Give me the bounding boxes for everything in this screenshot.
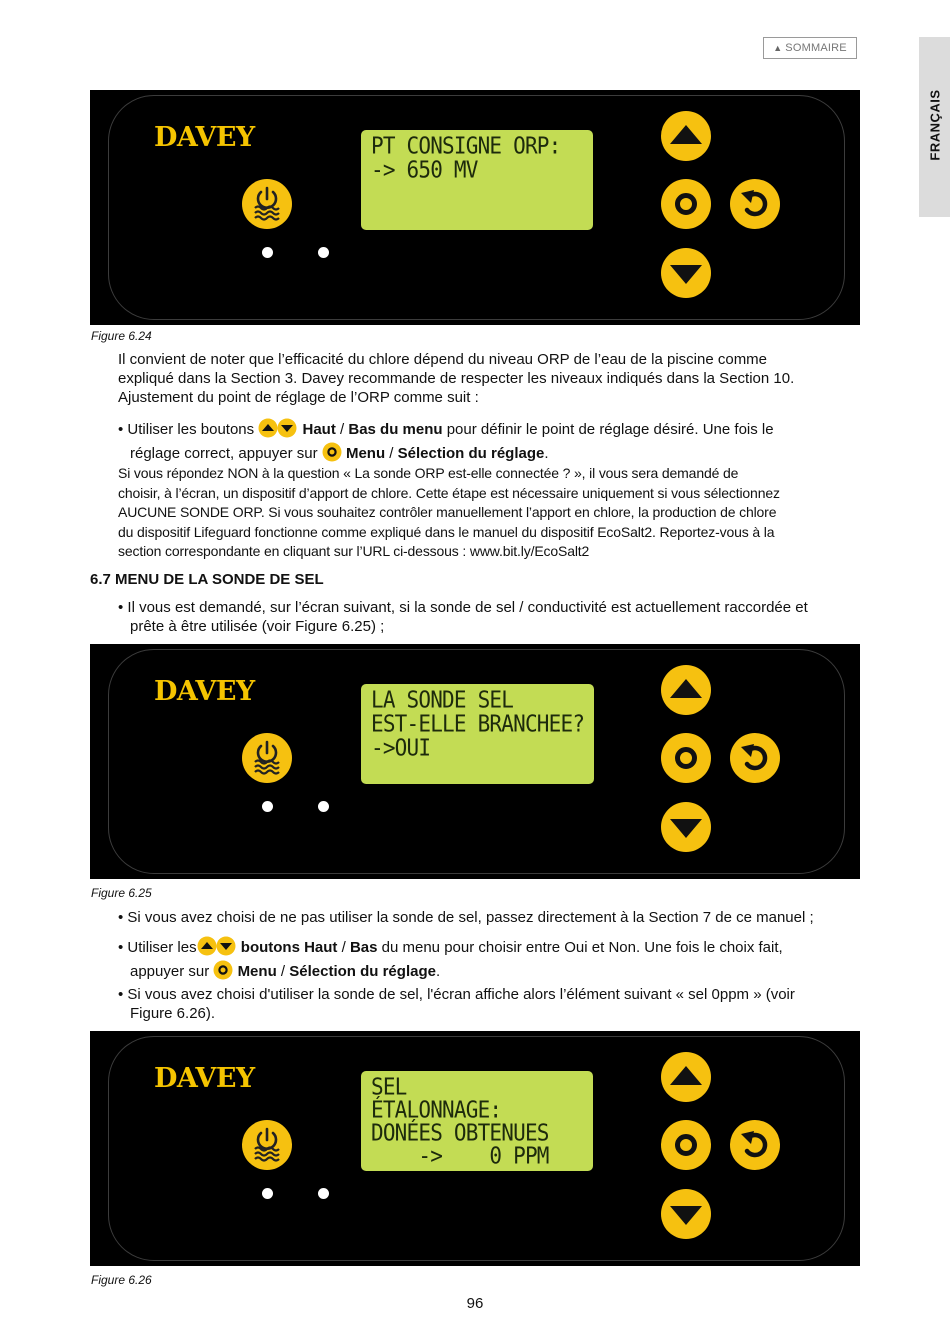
lcd-screen xyxy=(361,1071,593,1171)
arrow-down-icon xyxy=(661,1189,711,1239)
text-line: • Si vous avez choisi d'utiliser la sonde de sel, l'écran affiche alors l’élément suivant « sel 0ppm » (voir xyxy=(118,986,795,1003)
controller-panel-fig25 xyxy=(90,644,860,879)
figure-caption: Figure 6.24 xyxy=(91,329,152,343)
down-button[interactable] xyxy=(661,248,711,298)
bas-du-menu-label: Bas du menu xyxy=(348,421,443,438)
select-button-icon xyxy=(213,960,233,985)
text-fragment: / xyxy=(276,963,290,980)
bullet-choose-yes-no xyxy=(118,936,908,985)
davey-logo: DAVEY xyxy=(154,122,255,153)
text-fragment: . xyxy=(544,445,549,462)
bullet-skip-salt-probe: • Si vous avez choisi de ne pas utiliser la sonde de sel, passez directement à la Section 7 de ce manuel ; xyxy=(118,909,814,926)
language-tab xyxy=(919,37,950,217)
davey-logo: DAVEY xyxy=(154,1063,255,1094)
down-button[interactable] xyxy=(661,802,711,852)
text-line: section correspondante en cliquant sur l’URL ci-dessous : www.bit.ly/EcoSalt2 xyxy=(118,543,590,559)
menu-label: Menu xyxy=(237,963,277,980)
controller-panel-fig26 xyxy=(90,1031,860,1266)
text-line: Figure 6.26). xyxy=(130,1005,216,1022)
text-fragment: • Utiliser les boutons xyxy=(118,421,255,438)
text-line: choisir, à l’écran, un dispositif d’apport de chlore. Cette étape est nécessaire uniquement si vous sélectionnez xyxy=(118,484,780,501)
text-fragment: / xyxy=(385,445,398,462)
back-arrow-icon xyxy=(730,179,780,229)
status-led-1 xyxy=(262,1188,273,1199)
text-line: AUCUNE SONDE ORP. Si vous souhaitez contrôler manuellement l’apport en chlore, la production de chlore xyxy=(118,504,777,520)
menu-select-button[interactable] xyxy=(661,179,711,229)
bullet-orp-setpoint xyxy=(118,418,908,467)
back-button[interactable] xyxy=(730,1120,780,1170)
power-button[interactable] xyxy=(242,733,292,783)
text-line: • Il vous est demandé, sur l’écran suivant, si la sonde de sel / conductivité est actuellement raccordée et xyxy=(118,599,808,616)
text-fragment: • Utiliser les xyxy=(118,939,197,956)
power-pool-icon xyxy=(242,1120,292,1170)
boutons-haut-label: boutons Haut xyxy=(240,939,338,956)
paragraph-no-orp-probe xyxy=(118,464,780,562)
lcd-line-3: DONÉES OBTENUES xyxy=(371,1119,549,1146)
menu-select-button[interactable] xyxy=(661,733,711,783)
text-line: du dispositif Lifeguard fonctionne comme expliqué dans le manuel du dispositif EcoSalt2. Reportez-vous à la xyxy=(118,523,775,540)
arrow-up-icon xyxy=(661,1052,711,1102)
lcd-line-1: PT CONSIGNE ORP: xyxy=(371,132,561,159)
text-fragment: pour définir le point de réglage désiré. Une fois le xyxy=(442,421,774,438)
sommaire-label: SOMMAIRE xyxy=(785,42,847,54)
up-down-buttons-icon xyxy=(258,418,298,443)
power-button[interactable] xyxy=(242,1120,292,1170)
haut-label: Haut xyxy=(302,421,336,438)
lcd-line-1: SEL xyxy=(371,1073,407,1100)
down-button[interactable] xyxy=(661,1189,711,1239)
lcd-line-1: LA SONDE SEL xyxy=(371,686,514,713)
bullet-line-1 xyxy=(118,418,908,442)
status-led-2 xyxy=(318,1188,329,1199)
select-circle-icon xyxy=(661,733,711,783)
lcd-screen xyxy=(361,684,594,784)
status-led-1 xyxy=(262,801,273,812)
select-circle-icon xyxy=(661,179,711,229)
lcd-line-4: -> 0 PPM xyxy=(371,1142,549,1169)
selection-label: Sélection du réglage xyxy=(397,445,545,462)
davey-logo: DAVEY xyxy=(154,676,255,707)
bullet-line-2 xyxy=(118,960,908,985)
text-fragment: appuyer sur xyxy=(130,963,210,980)
menu-select-button[interactable] xyxy=(661,1120,711,1170)
up-button[interactable] xyxy=(661,665,711,715)
text-fragment: / xyxy=(337,939,350,956)
text-fragment: . xyxy=(435,963,441,980)
selection-label: Sélection du réglage xyxy=(289,963,436,980)
back-button[interactable] xyxy=(730,179,780,229)
figure-caption: Figure 6.26 xyxy=(91,1273,152,1287)
text-fragment: réglage correct, appuyer sur xyxy=(130,445,318,462)
bullet-salt-display xyxy=(118,985,795,1023)
status-led-2 xyxy=(318,801,329,812)
lcd-screen xyxy=(361,130,593,230)
paragraph-orp-intro xyxy=(118,350,794,407)
text-line: expliqué dans la Section 3. Davey recommande de respecter les niveaux indiqués dans la Section 10. xyxy=(118,370,795,387)
arrow-down-icon xyxy=(661,802,711,852)
select-circle-icon xyxy=(661,1120,711,1170)
up-button[interactable] xyxy=(661,1052,711,1102)
text-line: prête à être utilisée (voir Figure 6.25) ; xyxy=(130,618,385,635)
arrow-up-icon xyxy=(661,111,711,161)
up-down-buttons-icon xyxy=(197,936,237,961)
bas-label: Bas xyxy=(349,939,378,956)
back-button[interactable] xyxy=(730,733,780,783)
arrow-down-icon xyxy=(661,248,711,298)
up-button[interactable] xyxy=(661,111,711,161)
controller-panel-fig24 xyxy=(90,90,860,325)
figure-caption: Figure 6.25 xyxy=(91,886,152,900)
section-heading: 6.7 MENU DE LA SONDE DE SEL xyxy=(90,571,324,588)
text-line: Si vous répondez NON à la question « La sonde ORP est-elle connectée ? », il vous sera demandé de xyxy=(118,465,739,481)
bullet-salt-probe-question xyxy=(118,598,808,636)
power-pool-icon xyxy=(242,733,292,783)
text-fragment: du menu pour choisir entre Oui et Non. Une fois le choix fait, xyxy=(377,939,783,956)
lcd-line-3: ->OUI xyxy=(371,734,431,761)
arrow-up-icon xyxy=(661,665,711,715)
lcd-line-2: ÉTALONNAGE: xyxy=(371,1096,502,1123)
bullet-line-1 xyxy=(118,936,908,960)
status-led-2 xyxy=(318,247,329,258)
status-led-1 xyxy=(262,247,273,258)
page-number: 96 xyxy=(466,1295,484,1312)
lcd-line-2: -> 650 MV xyxy=(371,156,478,183)
text-fragment: / xyxy=(335,421,349,438)
back-arrow-icon xyxy=(730,1120,780,1170)
menu-label: Menu xyxy=(345,445,386,462)
power-button[interactable] xyxy=(242,179,292,229)
language-label: FRANÇAIS xyxy=(927,89,942,161)
text-line: Il convient de noter que l’efficacité du chlore dépend du niveau ORP de l’eau de la piscine comme xyxy=(118,351,768,368)
power-pool-icon xyxy=(242,179,292,229)
lcd-line-2: EST-ELLE BRANCHEE? xyxy=(371,710,585,737)
text-line: Ajustement du point de réglage de l’ORP comme suit : xyxy=(118,389,479,406)
sommaire-link[interactable] xyxy=(763,37,857,59)
triangle-up-icon: ▲ xyxy=(773,43,783,53)
back-arrow-icon xyxy=(730,733,780,783)
